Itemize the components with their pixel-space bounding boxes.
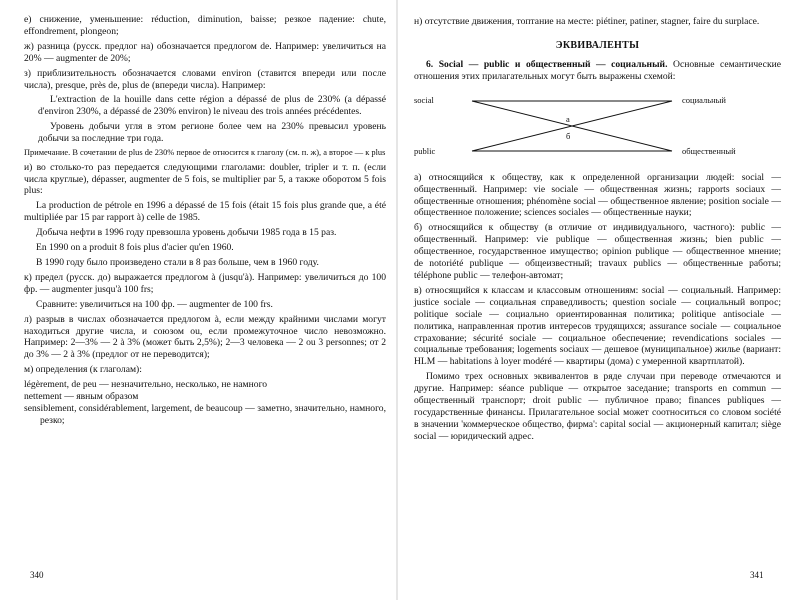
scheme-label-sotsialnyi: социальный	[682, 94, 726, 105]
para-v: в) относящийся к классам и классовым отношениям: social — социальный. Например: justice sociale — социальная справедливость; question sociale — социальный вопрос; politique sociale — социально ориентированная политика; politique antisociale — политика, направленная против интересов трудящихся; assurance sociale — социальное страхование; sécurité sociale — социальное обеспечение; revendications sociales — социальные требования; logements sociaux — дешевое (муниципальное) жилье (вариант: HLM — habitations à loyer modéré — квартиры (дома) с умеренной квартплатой).	[414, 284, 781, 368]
scheme-label-social: social	[414, 94, 434, 105]
list-item: nettement — явным образом	[24, 391, 139, 403]
para-z: з) приблизительность обозначается словами environ (ставится впереди или после числа), presque, près de, plus de (впереди числа). Например:	[24, 67, 386, 91]
example-russian-3: В 1990 году было произведено стали в 8 раз больше, чем в 1960 году.	[36, 257, 319, 268]
scheme-label-obshchestvennyi: общественный	[682, 145, 736, 156]
scheme-label-b: б	[566, 130, 571, 141]
para-i: и) во столько-то раз передается следующими глаголами: doubler, tripler и т. п. (если числа круглые), dépasser, augmenter de 5 fois, se multiplier par 5, а также оборотом 5 fois plus:	[24, 161, 386, 197]
section-text: Основные семантические отношения этих прилагательных могут быть выражены схемой:	[414, 58, 781, 82]
section-title: 6. Social — public и общественный — социальный.	[426, 58, 668, 70]
para-compare: Сравните: увеличиться на 100 фр. — augmenter de 100 frs.	[36, 298, 273, 310]
para-m: м) определения (к глаголам):	[24, 364, 142, 376]
scheme-label-a: а	[566, 113, 570, 124]
para-b: б) относящийся к обществу (в отличие от индивидуального, частного): public — общественный. Например: vie publique — общественная жизнь; bien public — общественное, государственное имущество; opinion publique — общественное мнение; de notoriété publique — общеизвестный; travaux publics — общественные работы; téléphone public — телефон-автомат;	[414, 222, 781, 281]
right-page	[398, 0, 793, 600]
para-other-equivalents: Помимо трех основных эквивалентов в ряде случаи при переводе отмечаются и другие. Например: séance publique — открытое заседание; transports en commun — общественный транспорт; droit public — публичное право; finances publiques — государственные финансы. Прилагательное social может соотноситься со словом société в значении 'коммерческое общество, фирма': capital social — акционерный капитал; siège social — юридический адрес.	[414, 371, 781, 442]
page-number-left: 340	[30, 570, 44, 580]
example-french-3: En 1990 on a produit 8 fois plus d'acier qu'en 1960.	[36, 242, 234, 254]
example-russian-2: Добыча нефти в 1996 году превзошла уровень добычи 1985 года в 15 раз.	[36, 227, 337, 239]
section-heading: ЭКВИВАЛЕНТЫ	[555, 39, 640, 51]
para-n: н) отсутствие движения, топтание на месте: piétiner, patiner, stagner, faire du surplace.	[414, 16, 760, 27]
para-zh: ж) разница (русск. предлог на) обозначается предлогом de. Например: увеличиться на 20% — augmenter de 20%;	[24, 40, 386, 64]
section-intro	[414, 59, 781, 83]
para-l: л) разрыв в числах обозначается предлогом à, если между крайними числами могут находиться другие числа, и союзом ou, если промежуточное число невозможно. Например: 2—3% — 2 à 3% (может быть 2,5%); 2—3 человека — 2 ou 3 personnes; от 2 до 3% — 2 à 3% (предлог от не переводится);	[24, 313, 386, 361]
para-a: а) относящийся к обществу, как к определенной организации людей: social — общественный. Например: vie sociale — общественная жизнь; rapports sociaux — общественные отношения; phénomène social — общественное явление; position sociale — общественное положение; sciences sociales — общественные науки;	[414, 171, 781, 219]
para-k: к) предел (русск. до) выражается предлогом à (jusqu'à). Например: увеличиться до 100 фр. — augmenter jusqu'à 100 frs;	[24, 271, 386, 295]
example-french-2: La production de pétrole en 1996 а dépassé de 15 fois (était 15 fois plus grande que, а été multipliée par 15 par rapport à) celle de 1985.	[24, 200, 386, 224]
semantic-scheme-diagram	[414, 91, 781, 165]
para-e: е) снижение, уменьшение: réduction, diminution, baisse; резкое падение: chute, effondrement, plongeon;	[24, 14, 386, 37]
left-page	[0, 0, 396, 600]
page-number-right: 341	[750, 570, 764, 580]
scheme-label-public: public	[414, 145, 436, 156]
note: Примечание. В сочетании de plus de 230% первое de относится к глаголу (см. п. ж), а второе — к plus	[24, 148, 386, 158]
list-item: légèrement, de peu — незначительно, несколько, не намного	[24, 379, 268, 391]
example-french-1: L'extraction de la houille dans cette région a dépassé de plus de 230% (а dépassé d'environ 230%, а dépassé de 230% environ) le niveau des trois années précédentes.	[38, 94, 386, 118]
list-item: sensiblement, considérablement, largement, de beaucoup — заметно, значительно, намного, резко;	[24, 402, 386, 426]
example-russian-1: Уровень добычи угля в этом регионе более чем на 230% превысил уровень добычи за последние три года.	[38, 121, 386, 145]
